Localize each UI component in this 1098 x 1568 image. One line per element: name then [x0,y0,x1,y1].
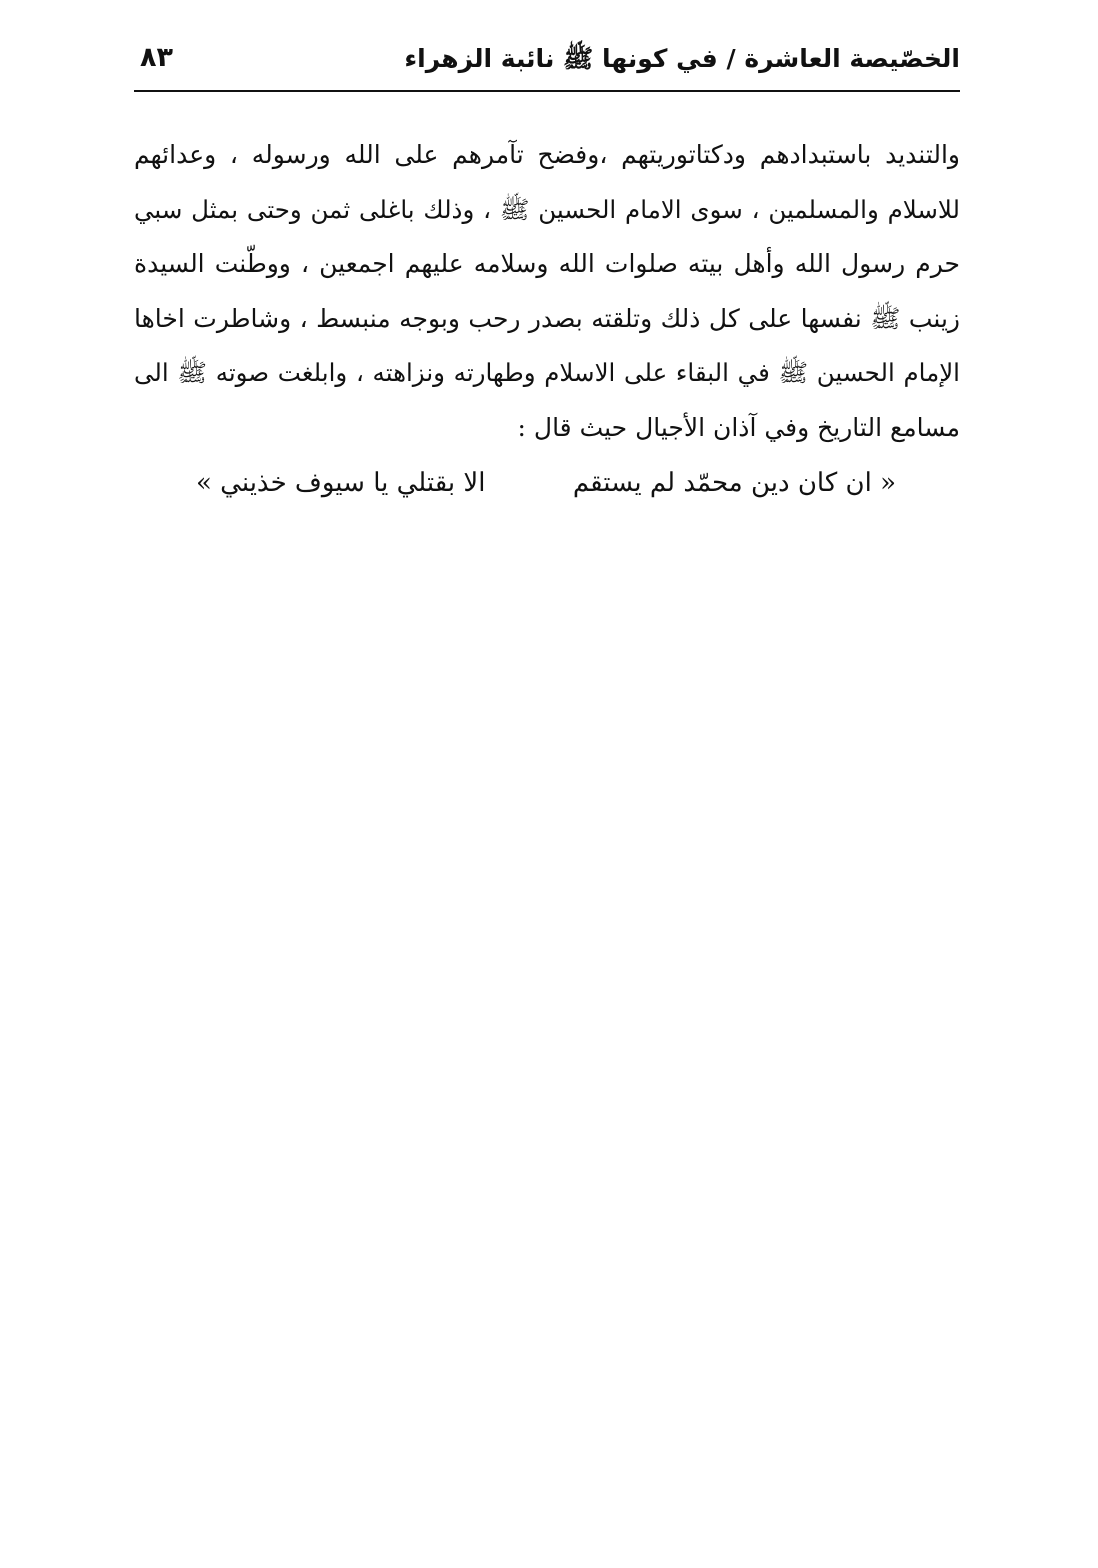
page-header [134,36,960,92]
text-line-4: زينب ﷺ نفسها على كل ذلك وتلقته بصدر رحب وبوجه منبسط ، وشاطرت اخاها [134,303,960,333]
text-line-2: للاسلام والمسلمين ، سوى الامام الحسين ﷺ ، وذلك باغلى ثمن وحتى بمثل سبي [134,194,960,224]
poetry-verse [196,462,896,504]
verse-first-hemistich: « ان كان دين محمّد لم يستقم [572,468,896,498]
page-number: ٨٣ [140,42,173,73]
verse-second-hemistich: الا بقتلي يا سيوف خذيني » [196,468,486,498]
text-line-3: حرم رسول الله وأهل بيته صلوات الله وسلامه عليهم اجمعين ، ووطّنت السيدة [134,249,960,279]
text-line-6: مسامع التاريخ وفي آذان الأجيال حيث قال : [517,412,960,442]
text-line-5: الإمام الحسين ﷺ في البقاء على الاسلام وطهارته ونزاهته ، وابلغت صوته ﷺ الى [134,358,960,388]
text-line-1: والتنديد باستبدادهم ودكتاتوريتهم ،وفضح تآمرهم على الله ورسوله ، وعدائهم [134,140,960,169]
running-title: الخصّيصة العاشرة / في كونها ﷺ نائبة الزهراء [404,44,960,73]
body-paragraph [134,134,960,462]
